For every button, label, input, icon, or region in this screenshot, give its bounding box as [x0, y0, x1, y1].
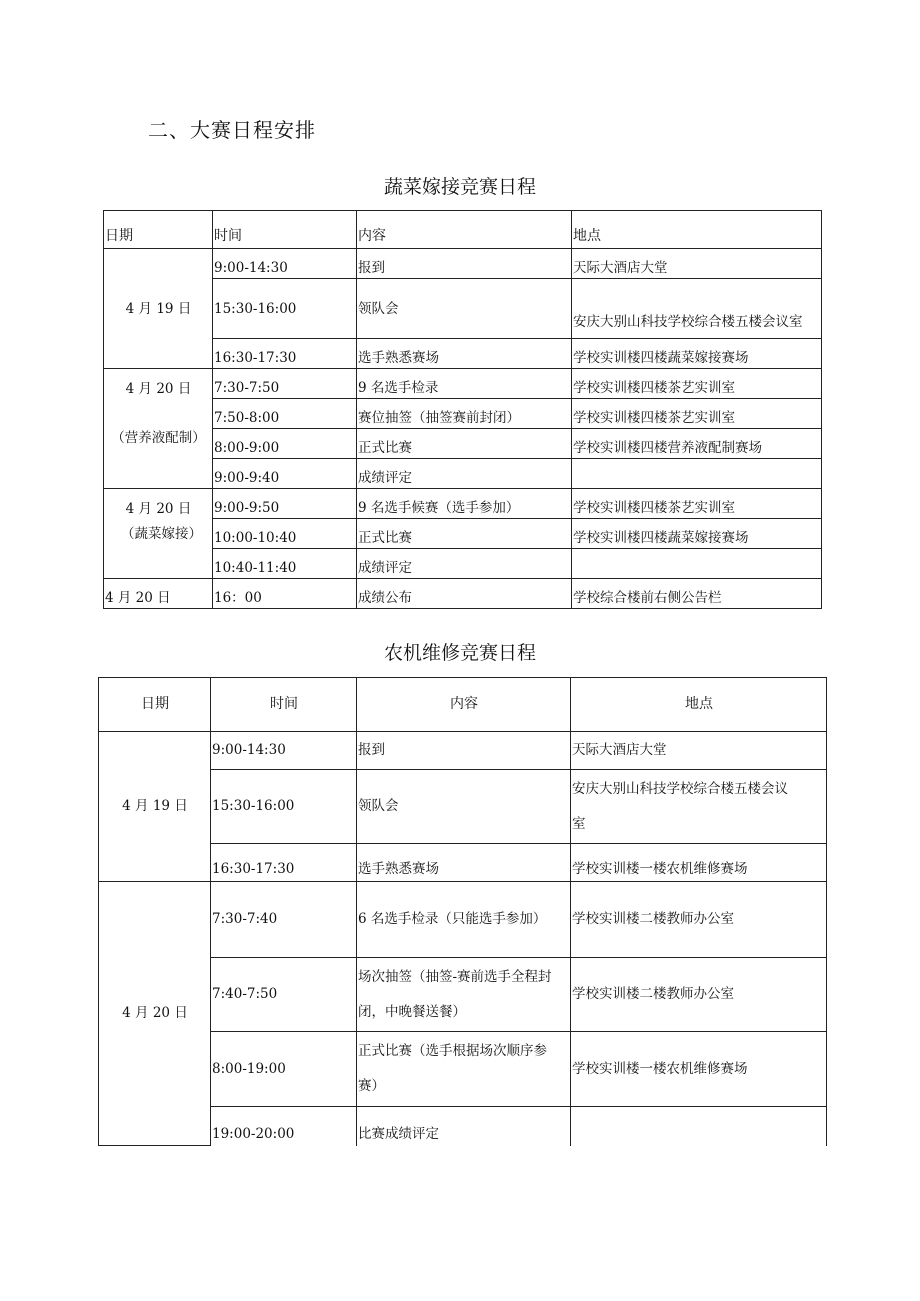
- location-cell: 学校实训楼四楼营养液配制赛场: [572, 429, 822, 459]
- content-cell: 赛位抽签（抽签赛前封闭）: [357, 399, 572, 429]
- location-cell: [572, 459, 822, 489]
- location-cell: 安庆大别山科技学校综合楼五楼会议室: [571, 770, 827, 844]
- content-cell: 6 名选手检录（只能选手参加）: [357, 882, 571, 958]
- time-cell: 7:40-7:50: [211, 958, 357, 1032]
- location-cell: 天际大酒店大堂: [572, 249, 822, 279]
- time-cell: 8:00-9:00: [213, 429, 357, 459]
- machinery-repair-schedule-table: [98, 677, 827, 1146]
- header-time: 时间: [211, 678, 357, 732]
- location-cell: [571, 1107, 827, 1146]
- time-cell: 16:30-17:30: [213, 339, 357, 369]
- time-cell: 8:00-19:00: [211, 1032, 357, 1107]
- time-cell: 7:50-8:00: [213, 399, 357, 429]
- time-cell: 7:30-7:40: [211, 882, 357, 958]
- time-cell: 9:00-9:40: [213, 459, 357, 489]
- date-subtext: （营养液配制）: [111, 430, 206, 446]
- table-row: [104, 249, 822, 279]
- time-cell: 9:00-14:30: [213, 249, 357, 279]
- location-cell: 天际大酒店大堂: [571, 732, 827, 770]
- location-cell: 学校实训楼一楼农机维修赛场: [571, 844, 827, 882]
- date-subtext: （蔬菜嫁接）: [121, 526, 202, 542]
- content-cell: 成绩评定: [357, 549, 572, 579]
- location-cell: 学校综合楼前右侧公告栏: [572, 579, 822, 609]
- time-cell: 16：00: [213, 579, 357, 609]
- time-cell: 9:00-9:50: [213, 489, 357, 519]
- table2-title: 农机维修竞赛日程: [383, 642, 536, 664]
- header-location: 地点: [572, 211, 822, 249]
- location-cell: 学校实训楼四楼茶艺实训室: [572, 369, 822, 399]
- date-cell: [104, 369, 213, 489]
- content-cell: 领队会: [357, 279, 572, 339]
- date-cell: 4 月 20 日: [104, 579, 213, 609]
- header-content: 内容: [357, 678, 571, 732]
- time-cell: 15:30-16:00: [213, 279, 357, 339]
- location-cell: 学校实训楼二楼教师办公室: [571, 958, 827, 1032]
- location-cell: 学校实训楼二楼教师办公室: [571, 882, 827, 958]
- date-text: 4 月 20 日: [125, 381, 192, 397]
- location-cell: 学校实训楼四楼蔬菜嫁接赛场: [572, 339, 822, 369]
- location-cell: [572, 549, 822, 579]
- location-cell: 学校实训楼四楼茶艺实训室: [572, 399, 822, 429]
- table-row: [104, 579, 822, 609]
- content-cell: 正式比赛（选手根据场次顺序参赛）: [357, 1032, 571, 1107]
- content-cell: 选手熟悉赛场: [357, 844, 571, 882]
- time-cell: 16:30-17:30: [211, 844, 357, 882]
- content-cell: 9 名选手候赛（选手参加）: [357, 489, 572, 519]
- content-cell: 正式比赛: [357, 429, 572, 459]
- date-cell: 4 月 20 日: [99, 882, 211, 1146]
- location-cell: 学校实训楼四楼蔬菜嫁接赛场: [572, 519, 822, 549]
- header-time: 时间: [213, 211, 357, 249]
- table-row: [99, 882, 827, 958]
- time-cell: 7:30-7:50: [213, 369, 357, 399]
- header-date: 日期: [99, 678, 211, 732]
- date-text: 4 月 20 日: [125, 501, 192, 517]
- table1-title: 蔬菜嫁接竞赛日程: [383, 176, 536, 198]
- table-row: [99, 732, 827, 770]
- content-cell: 领队会: [357, 770, 571, 844]
- time-cell: 9:00-14:30: [211, 732, 357, 770]
- time-cell: 15:30-16:00: [211, 770, 357, 844]
- date-cell: 4 月 19 日: [104, 249, 213, 369]
- time-cell: 10:00-10:40: [213, 519, 357, 549]
- header-date: 日期: [104, 211, 213, 249]
- content-cell: 报到: [357, 732, 571, 770]
- header-content: 内容: [357, 211, 572, 249]
- date-cell: [104, 489, 213, 579]
- content-cell: 比赛成绩评定: [357, 1107, 571, 1146]
- table-header-row: [99, 678, 827, 732]
- location-cell: 安庆大别山科技学校综合楼五楼会议室: [572, 279, 822, 339]
- location-cell: 学校实训楼四楼茶艺实训室: [572, 489, 822, 519]
- content-cell: 9 名选手检录: [357, 369, 572, 399]
- content-cell: 选手熟悉赛场: [357, 339, 572, 369]
- content-cell: 成绩公布: [357, 579, 572, 609]
- content-cell: 成绩评定: [357, 459, 572, 489]
- time-cell: 10:40-11:40: [213, 549, 357, 579]
- section-heading: 二、大赛日程安排: [148, 118, 316, 142]
- table-header-row: [104, 211, 822, 249]
- time-cell: 19:00-20:00: [211, 1107, 357, 1146]
- table-row: [104, 369, 822, 399]
- content-cell: 场次抽签（抽签-赛前选手全程封闭，中晚餐送餐）: [357, 958, 571, 1032]
- date-cell: 4 月 19 日: [99, 732, 211, 882]
- header-location: 地点: [571, 678, 827, 732]
- content-cell: 报到: [357, 249, 572, 279]
- location-cell: 学校实训楼一楼农机维修赛场: [571, 1032, 827, 1107]
- content-cell: 正式比赛: [357, 519, 572, 549]
- vegetable-grafting-schedule-table: [103, 210, 822, 609]
- table-row: [104, 489, 822, 519]
